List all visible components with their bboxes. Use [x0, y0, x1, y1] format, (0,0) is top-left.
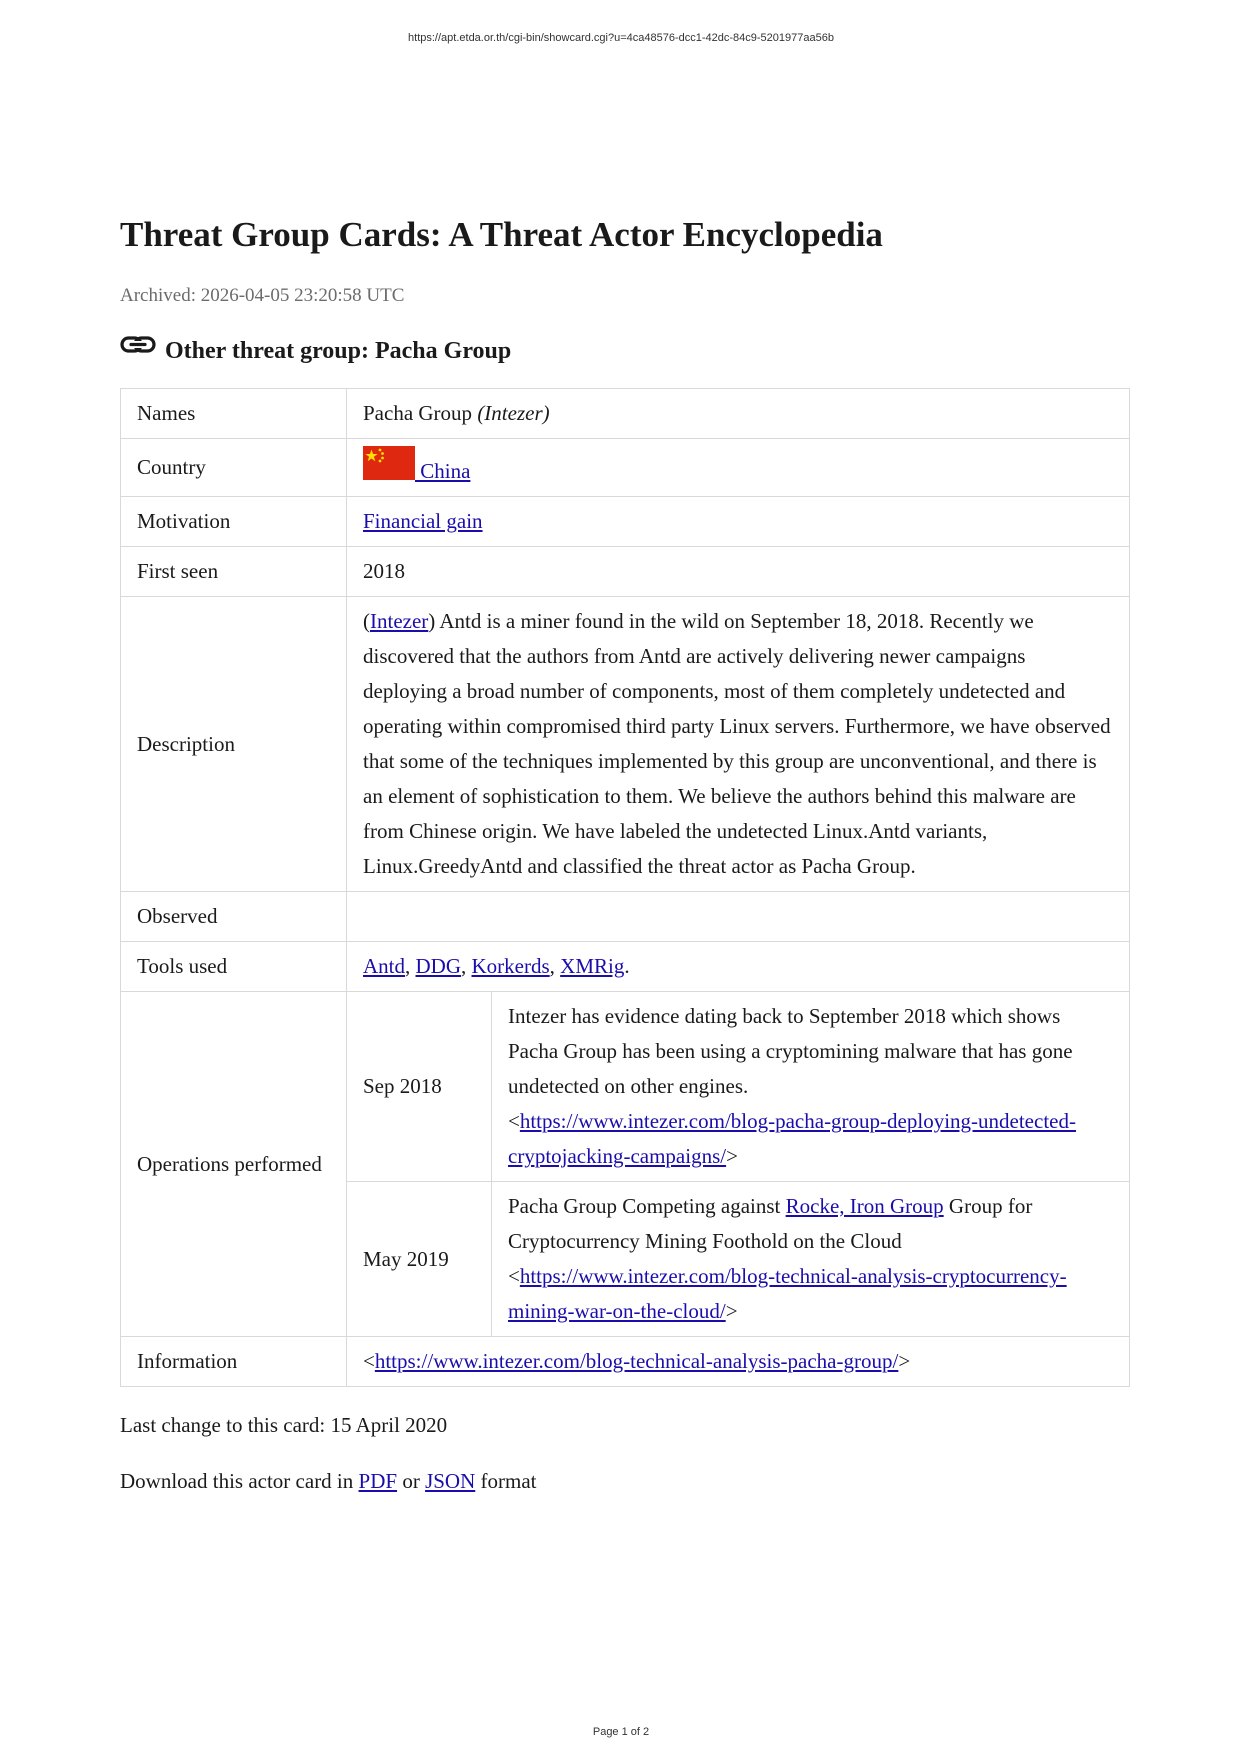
row-motivation — [121, 497, 1130, 547]
main-content — [120, 212, 1130, 1495]
operation-description — [492, 1182, 1130, 1337]
operation-description — [492, 992, 1130, 1182]
json-link[interactable]: JSON — [425, 1469, 476, 1493]
archived-timestamp: Archived: 2026-04-05 23:20:58 UTC — [120, 285, 405, 306]
section-heading-text: Other threat group: Pacha Group — [165, 338, 512, 364]
row-tools-used — [121, 942, 1130, 992]
tool-separator: , — [461, 954, 472, 978]
tool-link[interactable]: XMRig — [560, 954, 625, 978]
lt-bracket: < — [363, 1349, 375, 1373]
tool-link[interactable]: DDG — [415, 954, 461, 978]
tool-link[interactable]: Korkerds — [471, 954, 550, 978]
observed-label: Observed — [121, 892, 347, 942]
description-text: ) Antd is a miner found in the wild on September 18, 2018. Recently we discovered that the authors from Antd are actively delivering newer campaigns deploying a broad number of components, most of them completely undetected and operating within compromised third party Linux servers. Furthermore, we have observed that some of the techniques implemented by this group are unconventional, and there is an element of sophistication to them. We believe the authors behind this malware are from Chinese origin. We have labeled the undetected Linux.Antd variants, Linux.GreedyAntd and classified the threat actor as Pacha Group. — [363, 609, 1111, 878]
group-name: Pacha Group — [363, 401, 473, 425]
operations-label: Operations performed — [121, 992, 347, 1337]
operation-text: Pacha Group Competing against — [508, 1194, 786, 1218]
tools-used-label: Tools used — [121, 942, 347, 992]
names-source: (Intezer) — [477, 401, 550, 425]
print-header-url: https://apt.etda.or.th/cgi-bin/showcard.cgi?u=4ca48576-dcc1-42dc-84c9-5201977aa56b — [408, 32, 834, 44]
operations-table — [347, 992, 1129, 1336]
operations-value — [347, 992, 1130, 1337]
lt-bracket: < — [508, 1109, 520, 1133]
gt-bracket: > — [898, 1349, 911, 1373]
description-open-paren: ( — [363, 609, 370, 633]
row-description — [121, 597, 1130, 892]
operation-row — [347, 1182, 1129, 1337]
description-label: Description — [121, 597, 347, 892]
country-name: China — [415, 459, 471, 483]
row-first-seen — [121, 547, 1130, 597]
operation-text: Intezer has evidence dating back to September 2018 which shows Pacha Group has been using a cryptomining malware that has gone undetected on other engines. — [508, 1004, 1073, 1098]
operation-row — [347, 992, 1129, 1182]
row-names — [121, 389, 1130, 439]
description-source-link[interactable]: Intezer — [370, 609, 429, 633]
tools-used-value — [347, 942, 1130, 992]
operation-text: Group for Cryptocurrency Mining Foothold on the Cloud — [508, 1194, 1033, 1253]
gt-bracket: > — [726, 1144, 738, 1168]
tool-separator: , — [549, 954, 561, 978]
operation-date: Sep 2018 — [347, 992, 492, 1182]
information-value — [347, 1337, 1130, 1387]
description-value — [347, 597, 1130, 892]
information-link[interactable]: https://www.intezer.com/blog-technical-analysis-pacha-group/ — [374, 1349, 899, 1373]
information-label: Information — [121, 1337, 347, 1387]
lt-bracket: < — [508, 1264, 520, 1288]
operation-date: May 2019 — [347, 1182, 492, 1337]
country-value — [347, 439, 1130, 497]
operation-reference-link[interactable]: https://www.intezer.com/blog-pacha-group-deploying-undetected-cryptojacking-campaigns/ — [508, 1109, 1076, 1168]
names-label: Names — [121, 389, 347, 439]
tool-separator: , — [405, 954, 416, 978]
pdf-link[interactable]: PDF — [358, 1469, 398, 1493]
first-seen-value: 2018 — [347, 547, 1130, 597]
motivation-label: Motivation — [121, 497, 347, 547]
row-information — [121, 1337, 1130, 1387]
row-observed — [121, 892, 1130, 942]
operation-reference-link[interactable]: https://www.intezer.com/blog-technical-analysis-cryptocurrency-mining-war-on-the-cloud/ — [508, 1264, 1067, 1323]
page-number: Page 1 of 2 — [592, 1726, 650, 1738]
threat-card-table — [120, 388, 1130, 1387]
page-title: Threat Group Cards: A Threat Actor Encyclopedia — [120, 215, 883, 254]
motivation-link[interactable]: Financial gain — [363, 509, 483, 533]
tools-terminator: . — [624, 954, 630, 978]
related-group-link[interactable]: Rocke, Iron Group — [785, 1194, 944, 1218]
link-icon[interactable] — [120, 331, 156, 359]
download-suffix: format — [475, 1469, 537, 1493]
row-operations — [121, 992, 1130, 1337]
gt-bracket: > — [725, 1299, 738, 1323]
country-label: Country — [121, 439, 347, 497]
motivation-value — [347, 497, 1130, 547]
observed-value — [347, 892, 1130, 942]
country-link[interactable] — [363, 459, 470, 483]
section-heading — [120, 336, 1130, 366]
first-seen-label: First seen — [121, 547, 347, 597]
download-prefix: Download this actor card in — [120, 1469, 359, 1493]
china-flag-icon — [363, 446, 415, 480]
last-change: Last change to this card: 15 April 2020 — [120, 1413, 448, 1437]
tool-link[interactable]: Antd — [363, 954, 405, 978]
names-value — [347, 389, 1130, 439]
download-line — [120, 1467, 1130, 1495]
download-or: or — [397, 1469, 426, 1493]
row-country — [121, 439, 1130, 497]
